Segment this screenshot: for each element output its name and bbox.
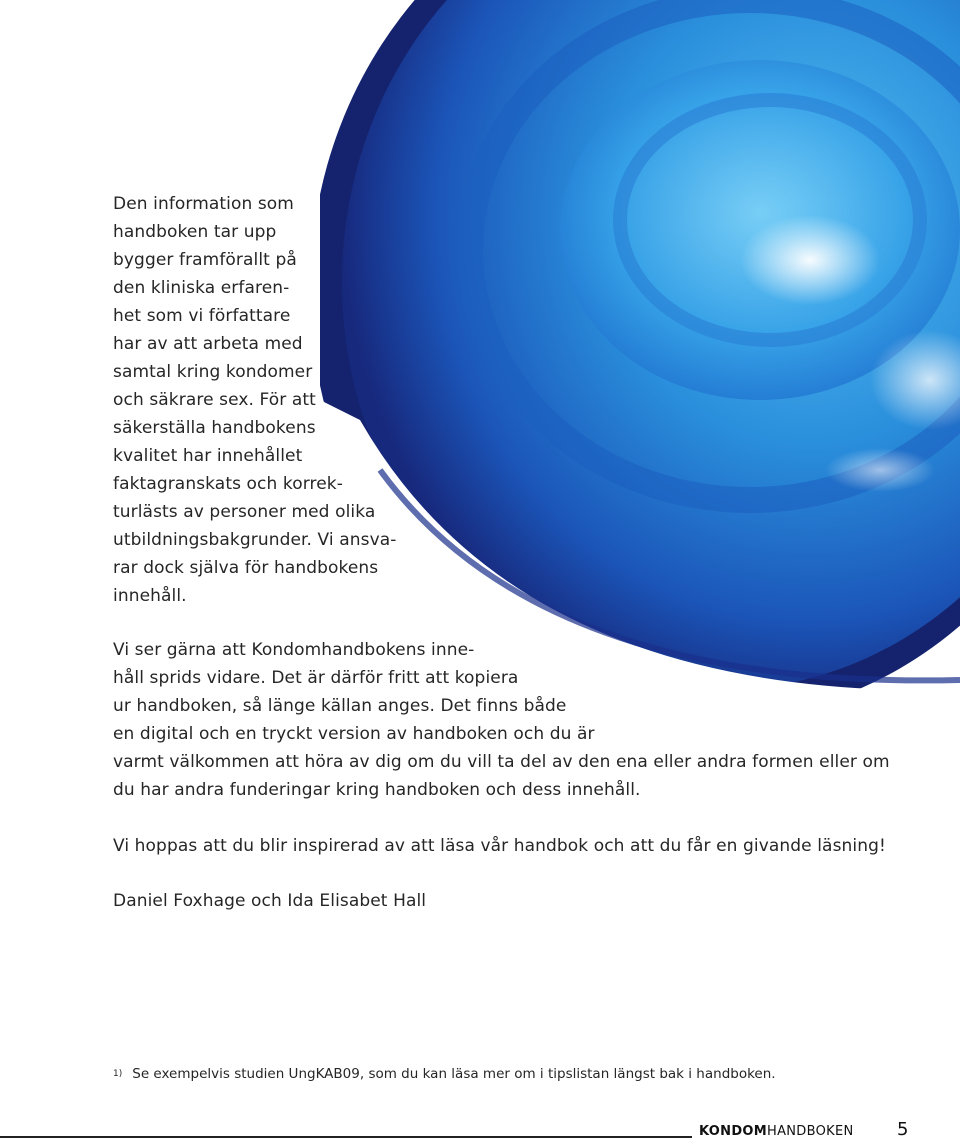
footer-rule [0, 1136, 692, 1138]
text-line: handboken tar upp [113, 222, 277, 242]
closing-paragraph: Vi hoppas att du blir inspirerad av att läsa vår handbok och att du får en givande läsning! [113, 836, 886, 856]
signature: Daniel Foxhage och Ida Elisabet Hall [113, 891, 427, 911]
footnote [113, 1064, 776, 1084]
footer-brand [699, 1124, 854, 1139]
text-line: den kliniska erfaren- [113, 278, 290, 298]
text-line: säkerställa handbokens [113, 418, 316, 438]
text-line: rar dock själva för handbokens [113, 558, 379, 578]
text-line: utbildningsbakgrunder. Vi ansva- [113, 530, 397, 550]
text-line: varmt välkommen att höra av dig om du vill ta del av den ena eller andra formen eller om [113, 752, 890, 772]
footnote-marker: 1) [113, 1069, 123, 1079]
text-line: Vi ser gärna att Kondomhandbokens inne- [113, 640, 475, 660]
text-line: och säkrare sex. För att [113, 390, 316, 410]
page-number: 5 [897, 1119, 909, 1140]
footnote-text: Se exempelvis studien UngKAB09, som du kan läsa mer om i tipslistan längst bak i handboken. [132, 1066, 776, 1082]
text-line: samtal kring kondomer [113, 362, 313, 382]
condom-photo [320, 0, 960, 720]
footer-brand-bold: KONDOM [699, 1124, 767, 1139]
text-line: en digital och en tryckt version av handboken och du är [113, 724, 595, 744]
text-line: bygger framförallt på [113, 250, 297, 270]
text-line: du har andra funderingar kring handboken och dess innehåll. [113, 780, 641, 800]
text-line: kvalitet har innehållet [113, 446, 303, 466]
footer-brand-rest: HANDBOKEN [767, 1124, 854, 1139]
text-line: het som vi författare [113, 306, 291, 326]
text-line: håll sprids vidare. Det är därför fritt att kopiera [113, 668, 519, 688]
text-line: Den information som [113, 194, 294, 214]
text-line: innehåll. [113, 586, 187, 606]
text-line: faktagranskats och korrek- [113, 474, 343, 494]
text-line: turlästs av personer med olika [113, 502, 376, 522]
text-line: har av att arbeta med [113, 334, 303, 354]
text-line: ur handboken, så länge källan anges. Det finns både [113, 696, 567, 716]
